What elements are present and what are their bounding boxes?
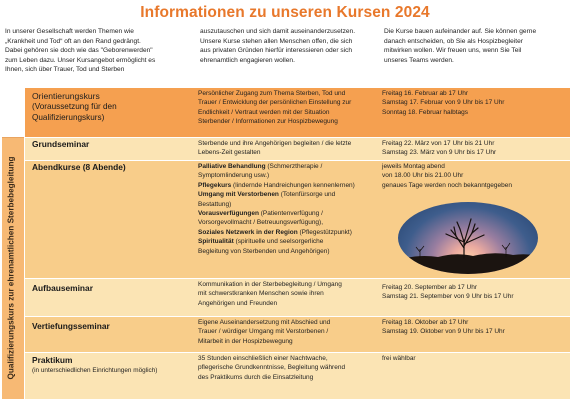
course-title xyxy=(32,139,182,150)
content-line: des Praktikums durch die Einsatzleitung xyxy=(198,373,314,381)
course-title xyxy=(32,283,182,294)
course-title-text: Vertiefungsseminar xyxy=(32,321,110,331)
date-line: Sonntag 18. Februar halbtags xyxy=(382,108,469,116)
intro-line: ehrenamtlich engagieren wollen. xyxy=(200,56,295,64)
topic-detail: (Totenfürsorge und xyxy=(278,191,336,199)
intro-line: Unsere Kurse stehen allen Menschen offen, die sich xyxy=(200,37,353,45)
topic-detail: (spirituelle und seelsorgerliche xyxy=(233,238,324,246)
topic-name: Umgang mit Verstorbenen xyxy=(198,191,279,199)
intro-line: unseres Teams werden. xyxy=(384,56,454,64)
intro-line: Die Kurse bauen aufeinander auf. Sie können gerne xyxy=(384,28,537,35)
course-subtitle: (Voraussetzung für den xyxy=(32,102,117,111)
intro-line: Dabei gehören sie doch wie das "Geborenwerden" xyxy=(5,47,153,54)
course-title-text: Grundseminar xyxy=(32,139,90,149)
course-content xyxy=(198,354,378,382)
date-line: Freitag 22. März von 17 Uhr bis 21 Uhr xyxy=(382,140,495,147)
intro-line: „Krankheit und Tod“ oft an den Rand gedrängt. xyxy=(5,37,141,45)
date-line: Samstag 17. Februar von 9 Uhr bis 17 Uhr xyxy=(382,99,505,107)
content-line: mit schwerstkranken Menschen sowie ihren xyxy=(198,290,324,298)
content-line: Kommunikation in der Sterbebegleitung / Umgang xyxy=(198,281,342,288)
intro-line: auszutauschen und sich damit auseinanderzusetzen. xyxy=(200,28,356,35)
course-content xyxy=(198,318,378,346)
content-line: Sterbende und ihre Angehörigen begleiten / die letzte xyxy=(198,140,352,147)
content-line xyxy=(198,162,378,171)
date-line: von 18.00 Uhr bis 21.00 Uhr xyxy=(382,172,464,180)
topic-detail: (Schmerztherapie / xyxy=(265,163,323,170)
course-title-block xyxy=(32,91,182,123)
date-line: Samstag 23. März von 9 Uhr bis 17 Uhr xyxy=(382,149,497,157)
course-title xyxy=(32,162,182,173)
intro-line: aus privaten Gründen hierfür interessieren oder sich xyxy=(200,47,353,54)
content-line: Angehörigen und Freunden xyxy=(198,299,278,307)
course-row-aufbauseminar xyxy=(25,278,570,316)
course-dates xyxy=(382,283,567,302)
topic-detail: (Pflegestützpunkt) xyxy=(297,228,352,236)
content-line xyxy=(198,228,378,237)
content-line: Eigene Auseinandersetzung mit Abschied und xyxy=(198,319,331,326)
course-content xyxy=(198,139,378,158)
content-line: Mitarbeit in der Hospizbewegung xyxy=(198,337,293,345)
course-dates xyxy=(382,89,567,117)
content-line: Trauer / würdiger Umgang mit Verstorbenen / xyxy=(198,328,329,336)
intro-line: zum Leben dazu. Unser Kursangebot ermöglicht es xyxy=(5,56,156,64)
topic-detail: Begleitung von Sterbenden und Angehörigen) xyxy=(198,247,330,255)
course-subtitle: (in unterschiedlichen Einrichtungen möglich) xyxy=(32,367,158,374)
content-line: Persönlicher Zugang zum Thema Sterben, Tod und xyxy=(198,90,346,97)
intro-line: danach entscheiden, ob Sie als Hospizbegleiter xyxy=(384,37,523,45)
course-dates xyxy=(382,354,567,363)
topic-name: Spiritualität xyxy=(198,238,234,246)
topic-name: Pflegekurs xyxy=(198,181,232,189)
content-line xyxy=(198,237,378,246)
course-content xyxy=(198,162,378,256)
course-title-text: Abendkurse (8 Abende) xyxy=(32,162,126,172)
date-line: jeweils Montag abend xyxy=(382,163,445,170)
course-row-vertiefung xyxy=(25,316,570,352)
topic-detail: (lindernde Handreichungen kennenlernen) xyxy=(231,181,355,189)
date-line: Freitag 18. Oktober ab 17 Uhr xyxy=(382,319,469,326)
topic-detail: Symptomlinderung usw.) xyxy=(198,172,270,180)
date-line: Samstag 19. Oktober von 9 Uhr bis 17 Uhr xyxy=(382,328,505,336)
content-line xyxy=(198,209,378,218)
topic-detail: Bestattung) xyxy=(198,200,232,208)
course-subtitle: Qualifizierungskurs) xyxy=(32,112,105,122)
date-line: Freitag 20. September ab 17 Uhr xyxy=(382,284,478,291)
topic-name: Vorausverfügungen xyxy=(198,210,259,218)
date-line: genaues Tage werden noch bekanntgegeben xyxy=(382,181,512,189)
content-line: Endlichkeit / Vertraut werden mit der Situation xyxy=(198,108,330,116)
course-content xyxy=(198,280,378,308)
course-title-block xyxy=(32,355,197,375)
page-title: Informationen zu unseren Kursen 2024 xyxy=(140,4,430,21)
content-line xyxy=(198,171,378,180)
intro-line: Ihnen, sich über Trauer, Tod und Sterben xyxy=(5,66,125,73)
topic-detail: (Patientenverfügung / xyxy=(258,210,323,218)
course-dates xyxy=(382,162,567,190)
content-line: Sterbender / Informationen zur Hospizbewegung xyxy=(198,118,338,126)
course-row-grundseminar xyxy=(25,137,570,160)
intro-column-2 xyxy=(200,27,376,65)
topic-detail: Vorsorgevollmacht / Betreuungsverfügung), xyxy=(198,219,324,227)
course-title: Orientierungskurs xyxy=(32,91,100,101)
content-line: 35 Stunden einschließlich einer Nachtwache, xyxy=(198,355,328,362)
course-row-praktikum xyxy=(25,352,570,399)
course-title-text: Aufbauseminar xyxy=(32,283,93,293)
content-line: pflegerische Grundkenntnisse, Begleitung während xyxy=(198,364,346,372)
topic-name: Palliative Behandlung xyxy=(198,163,266,170)
intro-line: In unserer Gesellschaft werden Themen wie xyxy=(5,28,134,35)
intro-column-3 xyxy=(384,27,566,65)
sunset-landscape-icon xyxy=(398,202,538,274)
qualification-side-label: Qualifizierungskurs zur ehrenamtlichen Sterbebegleitung xyxy=(6,156,16,380)
date-line: Samstag 21. September von 9 Uhr bis 17 Uhr xyxy=(382,293,514,301)
course-title-text: Praktikum xyxy=(32,355,73,365)
content-line xyxy=(198,247,378,256)
content-line: Lebens-Zeit gestalten xyxy=(198,149,261,157)
course-content xyxy=(198,89,378,127)
content-line xyxy=(198,190,378,199)
content-line xyxy=(198,218,378,227)
sunset-photo xyxy=(398,202,538,274)
course-row-orientierung xyxy=(25,87,570,137)
date-line: Freitag 16. Februar ab 17 Uhr xyxy=(382,90,468,97)
course-title xyxy=(32,321,182,332)
course-dates xyxy=(382,139,567,158)
content-line: Trauer / Entwicklung der persönlichen Einstellung zur xyxy=(198,99,352,107)
content-line xyxy=(198,181,378,190)
intro-column-1 xyxy=(5,27,185,75)
intro-line: mitwirken wollen. Wir freuen uns, wenn Sie Teil xyxy=(384,47,522,54)
course-dates xyxy=(382,318,567,337)
date-line: frei wählbar xyxy=(382,355,416,362)
topic-name: Soziales Netzwerk in der Region xyxy=(198,228,298,236)
content-line xyxy=(198,200,378,209)
